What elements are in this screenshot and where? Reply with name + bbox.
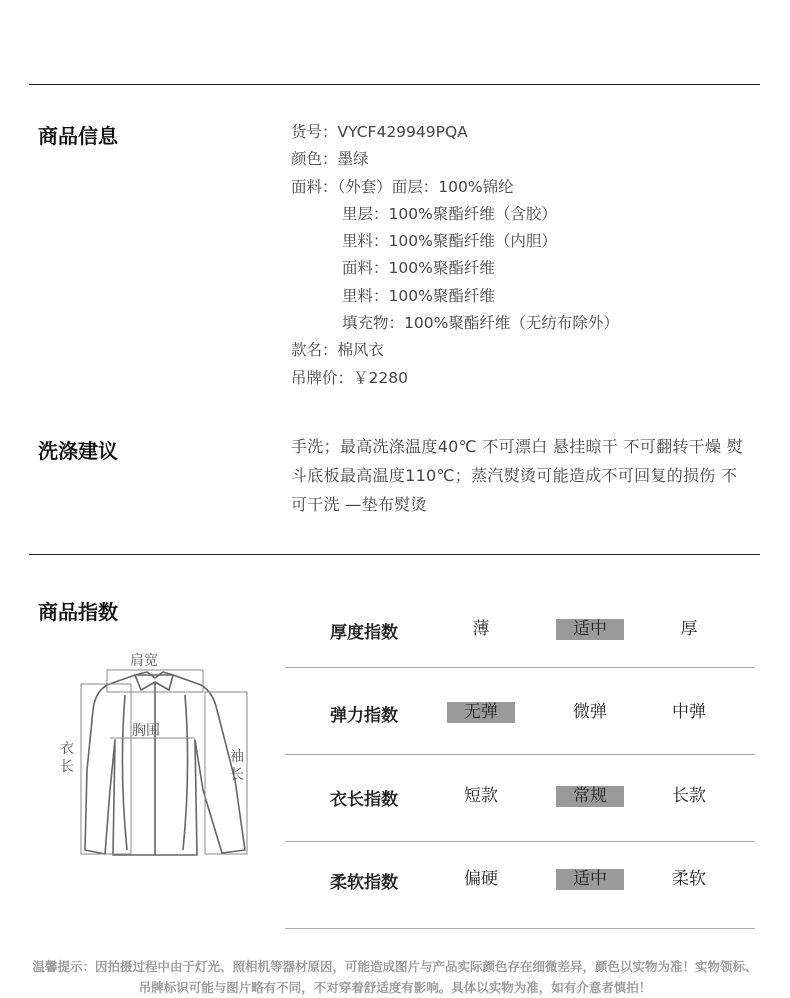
info-row-fabric-detail: 里料：100%聚酯纤维（内胆） bbox=[342, 232, 557, 251]
index-option: 短款 bbox=[464, 786, 498, 806]
info-row-price: 吊牌价：￥2280 bbox=[291, 368, 408, 387]
info-row-fabric-detail: 里层：100%聚酯纤维（含胶） bbox=[342, 204, 557, 223]
index-row-elasticity bbox=[285, 671, 755, 755]
index-option: 偏硬 bbox=[464, 869, 498, 889]
index-option: 适中 bbox=[556, 869, 624, 890]
row-divider bbox=[285, 667, 755, 668]
disclaimer-notice bbox=[0, 956, 790, 998]
index-label: 厚度指数 bbox=[330, 623, 398, 643]
info-row-fabric-detail: 面料：100%聚酯纤维 bbox=[342, 259, 495, 278]
info-row-color: 颜色：墨绿 bbox=[291, 150, 369, 169]
info-row-style: 款名：棉风衣 bbox=[291, 341, 385, 360]
index-option: 柔软 bbox=[672, 869, 706, 889]
index-option: 无弹 bbox=[447, 702, 515, 723]
product-info-list bbox=[291, 119, 619, 392]
index-row-length bbox=[285, 758, 755, 842]
index-row-softness bbox=[285, 845, 755, 929]
disclaimer-line: 吊牌标识可能与图片略有不同，不对穿着舒适度有影响。具体以实物为准，如有介意者慎拍！ bbox=[138, 980, 652, 995]
index-title: 商品指数 bbox=[38, 600, 118, 624]
index-option: 中弹 bbox=[672, 702, 706, 722]
row-divider bbox=[285, 754, 755, 755]
chest-label: 胸围 bbox=[132, 723, 160, 739]
index-option: 适中 bbox=[556, 619, 624, 640]
sleeve-label: 袖长 bbox=[230, 749, 244, 783]
index-option: 厚 bbox=[680, 619, 698, 639]
index-label: 柔软指数 bbox=[330, 873, 398, 893]
disclaimer-line: 温馨提示：因拍摄过程中由于灯光、照相机等器材原因，可能造成图片与产品实际颜色存在细微差异，颜色以实物为准！实物领标、 bbox=[32, 959, 758, 974]
row-divider bbox=[285, 928, 755, 929]
index-label: 弹力指数 bbox=[330, 706, 398, 726]
shoulder-width-label: 肩宽 bbox=[130, 653, 158, 669]
index-option: 微弹 bbox=[573, 702, 607, 722]
index-option: 常规 bbox=[556, 786, 624, 807]
index-label: 衣长指数 bbox=[330, 790, 398, 810]
info-row-fabric: 面料：（外套）面层：100%锦纶 bbox=[291, 177, 514, 196]
top-divider bbox=[29, 84, 760, 85]
info-row-fabric-detail: 里料：100%聚酯纤维 bbox=[342, 286, 495, 305]
garment-measurement-diagram bbox=[55, 650, 255, 875]
row-divider bbox=[285, 841, 755, 842]
washing-instructions: 手洗；最高洗涤温度40℃ 不可漂白 悬挂晾干 不可翻转干燥 熨斗底板最高温度110℃；蒸汽熨烫可能造成不可回复的损伤 不可干洗 —垫布熨烫 bbox=[291, 437, 743, 514]
info-row-fabric-detail: 填充物：100%聚酯纤维（无纺布除外） bbox=[342, 314, 619, 333]
index-row-thickness bbox=[285, 584, 755, 668]
product-info-title: 商品信息 bbox=[38, 124, 118, 148]
info-row-sku: 货号：VYCF429949PQA bbox=[291, 123, 468, 141]
index-option: 薄 bbox=[472, 619, 490, 639]
washing-title: 洗涤建议 bbox=[38, 439, 118, 463]
middle-divider bbox=[29, 554, 760, 555]
jacket-outline bbox=[85, 675, 245, 855]
index-option: 长款 bbox=[672, 786, 706, 806]
length-label: 衣长 bbox=[60, 741, 74, 775]
